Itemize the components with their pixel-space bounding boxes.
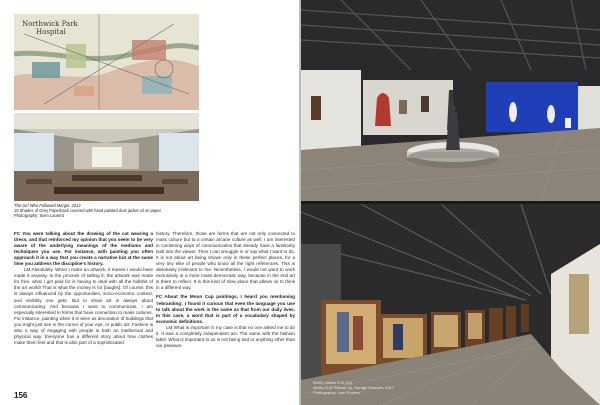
answer-continued-paragraph [156,231,295,291]
gallery-view-blue-wall [301,0,600,201]
speaker-label: FC [14,231,21,236]
right-page [301,0,600,405]
artwork-title-line1: Northwick Park [22,20,78,28]
paragraph-text: You were talking about the drawing of the cat wearing a dress, and that reinforced my opinion that you seem to be very aware of the underlying meanings of the mediums and techniques you use. For instance, with painting you often approach it in a way that you create a narrative but at the same time you address the discipline's history. [14,231,153,267]
caption-material: 10 Shades of Grey Paperback covered with hand painted dust jacket oil on paper [14,208,162,214]
left-page [0,0,299,405]
artwork-title-line2: Hospital [36,28,66,36]
credit-line3: Photography: Ivan Erofeev [313,389,361,395]
paragraph-text: Absolutely. When I make an artwork, it means I would have made it anyway. In the process of selling it, the artwork was made for free, what I get paid for is having to deal with all the bullshit of the art world! That is what the money is for [laughs]. Of course, this is always influenced by the opportunities, socio-economic context, and visibility one gets. But to show art is always about communicating. And because I want to communicate, I am especially interested in forms that have connection to mass cultures. For instance, painting when it is seen as decoration of buildings that you might just see in the corner of your eye, or public art. Fashion is also a way of engaging with people in both an intellectual and physical way. Everyone has a different story about how clothes make them feel and that is also part of a sophisticated [14,267,153,345]
credit-line2: Atelier E.B: Passer-by, Garage Moscow, 2017 [313,384,395,390]
gallery-photo-bottom [301,204,600,405]
paragraph-text: What is important in my case is that no one asked me to do it. It was a completely independent act. The same with the fashion label. What is important to us is not being tied to anything other than our pleasure [156,324,295,348]
paragraph-text: history. Therefore, those are forms that are not only connected to mass culture but to a certain arcane culture as well. I am interested in combining ways of communication that already have a familiarity built into the viewer. Then I can smuggle in or say what I want to do. It is not about art being shown only in these perfect places, for a very tiny elite of people who know all the right references. This is absolutely irrelevant to me. Nevertheless, I would not want to work exclusively in a more mass-democratic way, because in the end art is there to reflect. It is this kind of slow place that allows us to think in a different way. [156,231,295,291]
caption-title: The Girl Who Followed Margie, 2012 [14,203,81,208]
caption-photographer: Photography: Sven Laurent [14,213,64,219]
page-number: 156 [14,391,28,400]
speaker-label: FC [156,294,163,300]
answer-paragraph [156,325,295,349]
credit-line1: 5000 | Atelier E.B (10) [313,380,353,385]
paragraph-text: About the Moon Cup paintings, I heard you mentioning 'rebranding'. I found it curious that even the language you use to talk about the work is the same as that from our daily lives. In this case, a word that is part of a vocabulary shaped by economic definitions. [156,294,295,324]
question-paragraph [14,231,153,267]
gallery-photo-top [301,0,600,201]
interior-drawing [14,113,199,201]
text-column-left [14,231,153,346]
waiting-room-photo [14,113,199,201]
text-column-right [156,231,295,349]
artwork-title [22,20,78,36]
question-paragraph [156,294,295,324]
speaker-label: LM [24,267,31,273]
figure-caption [14,203,204,219]
photo-credit [313,381,394,395]
speaker-label: LM [166,324,173,330]
gallery-view-vitrines [301,204,600,405]
hospital-map-artwork [14,14,199,110]
answer-paragraph [14,267,153,346]
